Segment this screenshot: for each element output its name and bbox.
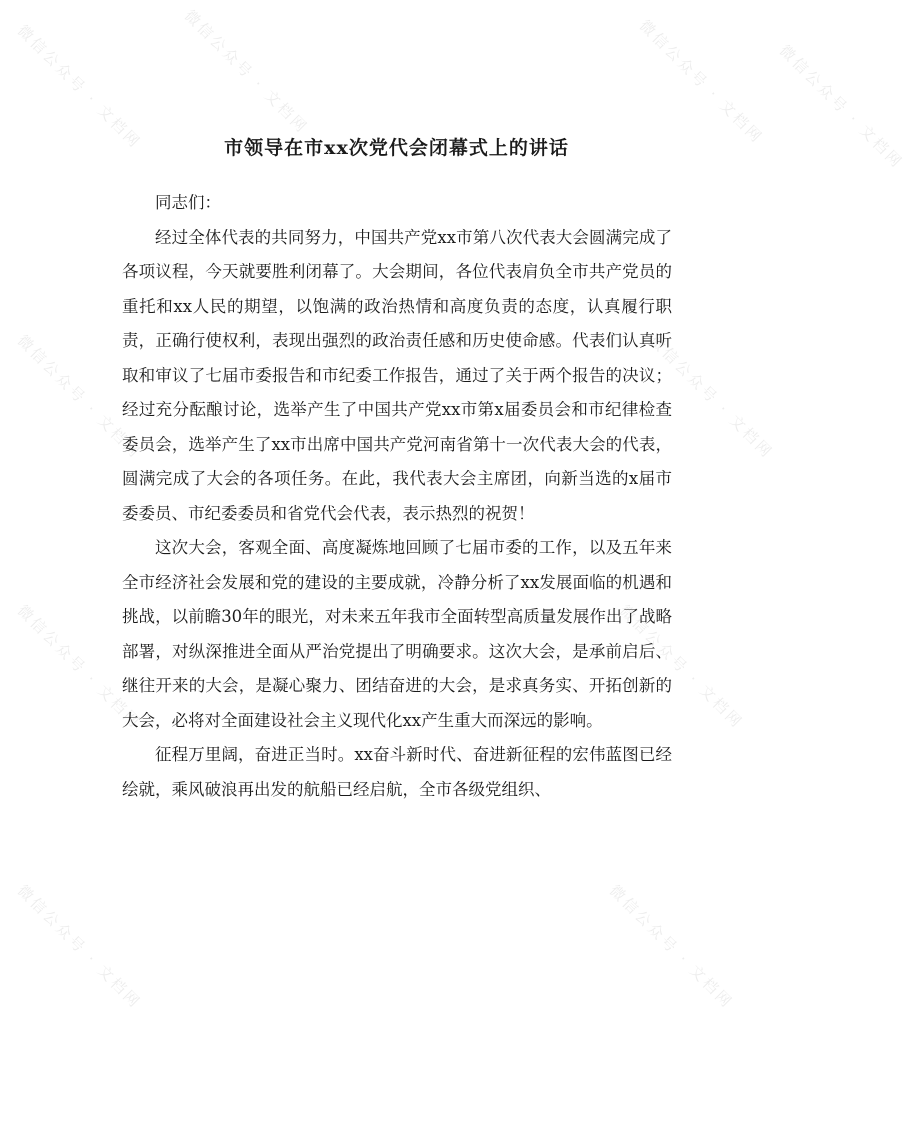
watermark: 微信公众号 · 文档网 <box>605 881 737 1013</box>
watermark: 微信公众号 · 文档网 <box>13 601 145 733</box>
watermark: 微信公众号 · 文档网 <box>775 41 907 173</box>
paragraph-2: 这次大会，客观全面、高度凝炼地回顾了七届市委的工作，以及五年来全市经济社会发展和党的建设的主要成就，冷静分析了xx发展面临的机遇和挑战，以前瞻30年的眼光，对未来五年我市全面转型高质量发展作出了战略部署，对纵深推进全面从严治党提出了明确要求。这次大会，是承前启后、继往开来的大会，是凝心聚力、团结奋进的大会，是求真务实、开拓创新的大会，必将对全面建设社会主义现代化xx产生重大而深远的影响。 <box>122 538 672 730</box>
document-body <box>122 186 672 807</box>
watermark: 微信公众号 · 文档网 <box>13 21 145 153</box>
salutation: 同志们： <box>155 193 221 212</box>
watermark: 微信公众号 · 文档网 <box>615 601 747 733</box>
paragraph-1: 经过全体代表的共同努力，中国共产党xx市第八次代表大会圆满完成了各项议程，今天就要胜利闭幕了。大会期间，各位代表肩负全市共产党员的重托和xx人民的期望，以饱满的政治热情和高度负责的态度，认真履行职责，正确行使权利，表现出强烈的政治责任感和历史使命感。代表们认真听取和审议了七届市委报告和市纪委工作报告，通过了关于两个报告的决议；经过充分酝酿讨论，选举产生了中国共产党xx市第x届委员会和市纪律检查委员会，选举产生了xx市出席中国共产党河南省第十一次代表大会的代表，圆满完成了大会的各项任务。在此，我代表大会主席团，向新当选的x届市委委员、市纪委委员和省党代会代表，表示热烈的祝贺！ <box>122 227 672 523</box>
watermark: 微信公众号 · 文档网 <box>635 16 767 148</box>
watermark: 微信公众号 · 文档网 <box>13 331 145 463</box>
watermark: 微信公众号 · 文档网 <box>645 331 777 463</box>
watermark: 微信公众号 · 文档网 <box>180 6 312 138</box>
watermark: 微信公众号 · 文档网 <box>13 881 145 1013</box>
document-title: 市领导在市xx次党代会闭幕式上的讲话 <box>224 137 569 159</box>
paragraph-3: 征程万里阔，奋进正当时。xx奋斗新时代、奋进新征程的宏伟蓝图已经绘就，乘风破浪再出发的航船已经启航，全市各级党组织、 <box>122 745 672 799</box>
